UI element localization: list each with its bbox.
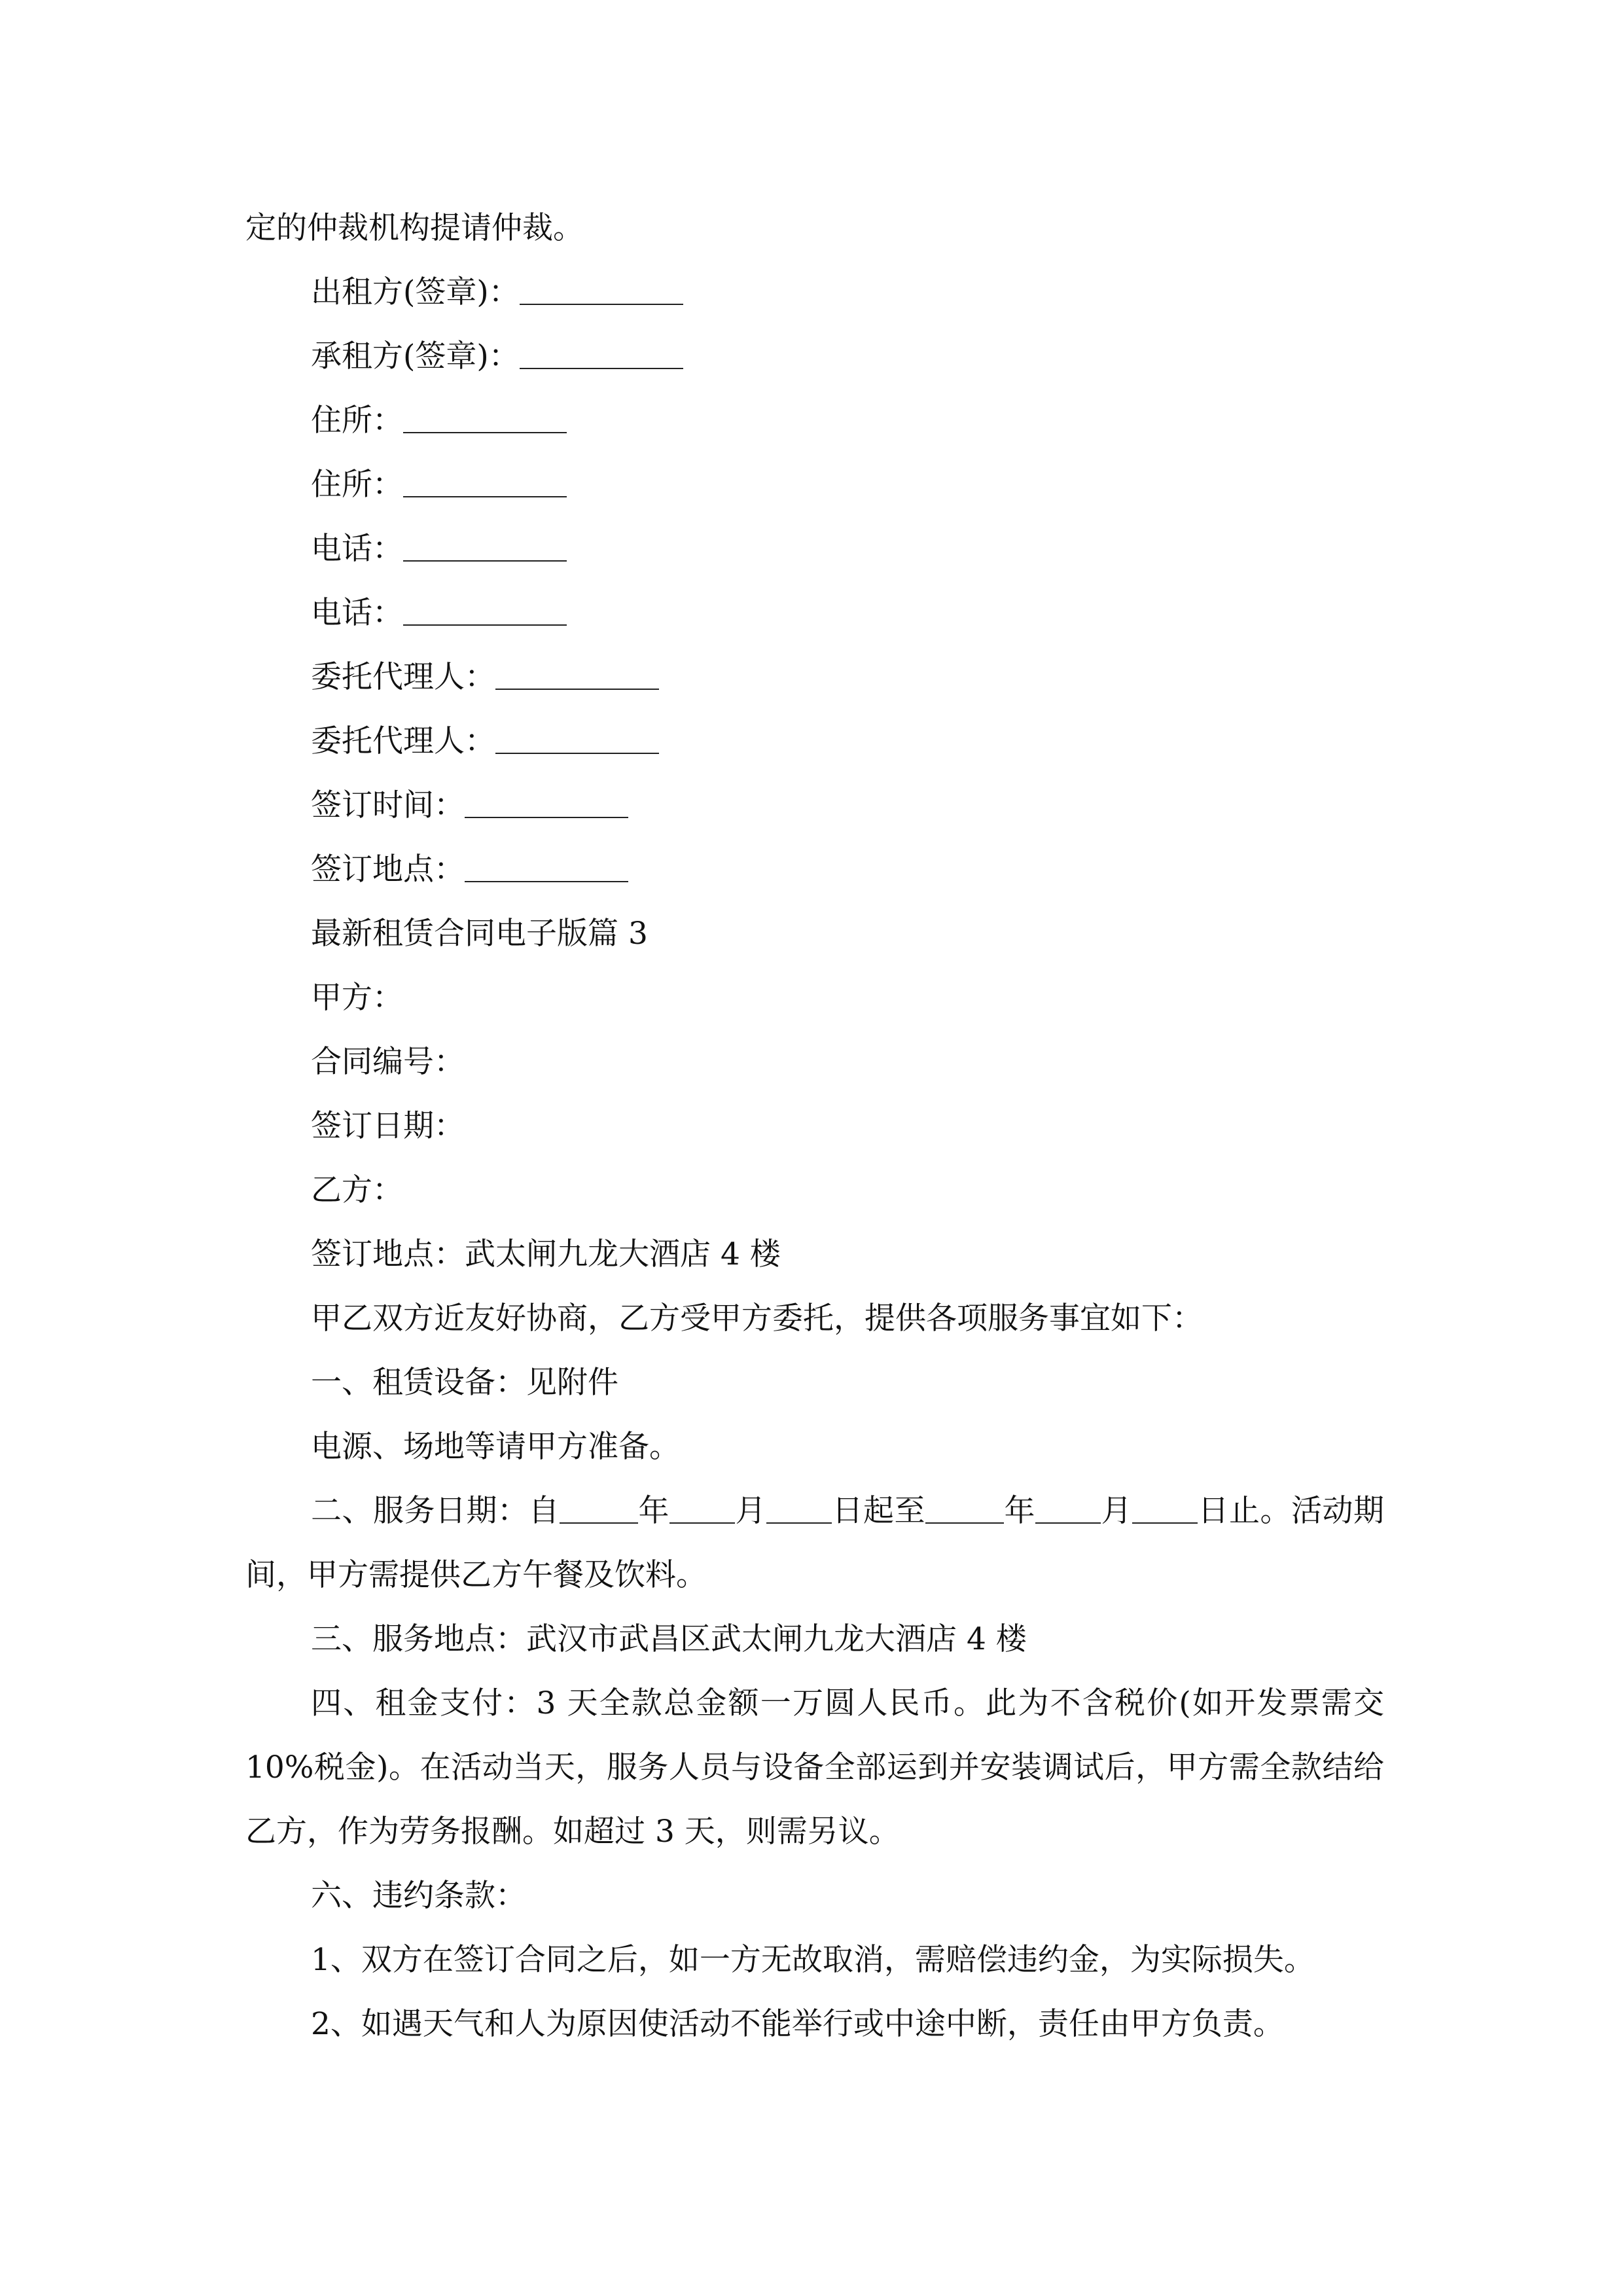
- phone-line: [245, 581, 1384, 645]
- address-label: 住所：: [311, 403, 403, 439]
- blank-field: [403, 593, 567, 626]
- address-line: [245, 389, 1384, 453]
- agent-line: [245, 645, 1384, 709]
- clause-text: 年: [1004, 1493, 1035, 1529]
- clause-text: 二、服务日期：自: [311, 1493, 560, 1529]
- sign-time-line: [245, 774, 1384, 838]
- document-body: [245, 196, 1384, 2056]
- blank-field: [403, 529, 567, 562]
- clause-text: 日起至: [832, 1493, 925, 1529]
- clause-text: 日止。活动期间，甲方需提供乙方午餐及饮料。: [245, 1493, 1384, 1593]
- lessee-label: 承租方(签章)：: [311, 338, 520, 374]
- sign-place-line: 签订地点：武太闸九龙大酒店 4 楼: [311, 1236, 781, 1272]
- blank-field: [495, 657, 659, 690]
- phone-line: [245, 517, 1384, 581]
- intro-line: 甲乙双方近友好协商，乙方受甲方委托，提供各项服务事宜如下：: [311, 1300, 1203, 1336]
- clause-text: 年: [638, 1493, 669, 1529]
- address-label: 住所：: [311, 467, 403, 503]
- agent-label: 委托代理人：: [311, 723, 495, 759]
- clause-text: 月: [1101, 1493, 1132, 1529]
- agent-line: [245, 709, 1384, 774]
- clause-breach-item: 1、双方在签订合同之后，如一方无故取消，需赔偿违约金，为实际损失。: [311, 1942, 1315, 1978]
- clause-text: 月: [735, 1493, 766, 1529]
- blank-field: [465, 785, 628, 818]
- clause-service-date: [245, 1479, 1384, 1607]
- blank-field: [669, 1491, 735, 1524]
- contract-number-line: 合同编号：: [311, 1044, 465, 1080]
- phone-label: 电话：: [311, 595, 403, 631]
- blank-field: [403, 401, 567, 433]
- lessor-label: 出租方(签章)：: [311, 274, 520, 310]
- party-b-line: 乙方：: [311, 1172, 403, 1208]
- blank-field: [520, 336, 683, 369]
- blank-field: [925, 1491, 1004, 1524]
- clause-breach-item: 2、如遇天气和人为原因使活动不能举行或中途中断，责任由甲方负责。: [311, 2006, 1284, 2042]
- text-line: 定的仲裁机构提请仲裁。: [245, 210, 584, 246]
- blank-field: [465, 850, 628, 882]
- sign-time-label: 签订时间：: [311, 787, 465, 823]
- address-line: [245, 453, 1384, 517]
- phone-label: 电话：: [311, 531, 403, 567]
- clause-equipment: 一、租赁设备：见附件: [311, 1365, 618, 1401]
- sign-date-line: 签订日期：: [311, 1108, 465, 1144]
- blank-field: [766, 1491, 832, 1524]
- party-a-line: 甲方：: [311, 980, 403, 1016]
- blank-field: [1035, 1491, 1101, 1524]
- clause-service-location: 三、服务地点：武汉市武昌区武太闸九龙大酒店 4 楼: [311, 1621, 1027, 1657]
- blank-field: [495, 721, 659, 754]
- blank-field: [403, 465, 567, 497]
- sign-place-label: 签订地点：: [311, 852, 465, 888]
- sign-place-line: [245, 838, 1384, 902]
- lessor-signature-line: [245, 260, 1384, 325]
- clause-breach: 六、违约条款：: [311, 1878, 526, 1914]
- clause-payment: 四、租金支付：3 天全款总金额一万圆人民币。此为不含税价(如开发票需交 10%税金)。在活动当天，服务人员与设备全部运到并安装调试后，甲方需全款结给乙方，作为劳务报酬。如超过 3 天，则需另议。: [245, 1685, 1384, 1850]
- blank-field: [520, 272, 683, 305]
- blank-field: [560, 1491, 638, 1524]
- power-venue-line: 电源、场地等请甲方准备。: [311, 1429, 680, 1465]
- section-heading: 最新租赁合同电子版篇 3: [311, 916, 648, 952]
- agent-label: 委托代理人：: [311, 659, 495, 695]
- lessee-signature-line: [245, 325, 1384, 389]
- blank-field: [1132, 1491, 1198, 1524]
